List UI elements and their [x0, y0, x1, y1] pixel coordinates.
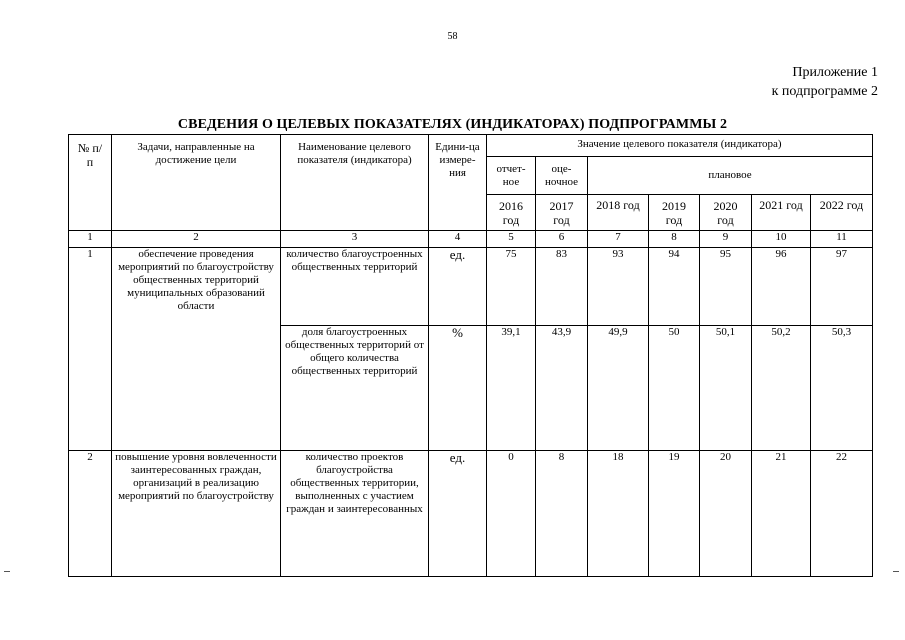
column-number: 6 — [536, 231, 588, 248]
header-year-2019: 2019 год — [649, 195, 700, 231]
column-number: 10 — [752, 231, 811, 248]
column-number-row — [69, 231, 873, 248]
column-number: 4 — [429, 231, 487, 248]
task-cell: повышение уровня вовлеченности заинтересованных граждан, организаций в реализацию мероприятий по благоустройству — [112, 451, 281, 577]
value-cell: 20 — [700, 451, 752, 577]
header-estimate: оце-ночное — [536, 157, 588, 195]
column-number: 3 — [281, 231, 429, 248]
column-number: 7 — [588, 231, 649, 248]
unit-cell: ед. — [429, 248, 487, 326]
column-number: 8 — [649, 231, 700, 248]
scan-mark-left — [4, 571, 10, 572]
value-cell: 50,2 — [752, 326, 811, 451]
page-number: 58 — [447, 31, 458, 42]
value-cell: 43,9 — [536, 326, 588, 451]
value-cell: 50,3 — [811, 326, 873, 451]
column-number: 5 — [487, 231, 536, 248]
value-cell: 93 — [588, 248, 649, 326]
value-cell: 8 — [536, 451, 588, 577]
header-year-2022: 2022 год — [811, 195, 873, 231]
value-cell: 39,1 — [487, 326, 536, 451]
document-title: СВЕДЕНИЯ О ЦЕЛЕВЫХ ПОКАЗАТЕЛЯХ (ИНДИКАТОРАХ) ПОДПРОГРАММЫ 2 — [177, 117, 728, 132]
appendix-line-2: к подпрограмме 2 — [771, 84, 878, 99]
appendix-note — [772, 63, 878, 101]
table-row — [69, 248, 873, 326]
indicator-name: доля благоустроенных общественных территорий от общего количества общественных территорий — [281, 326, 429, 451]
value-cell: 95 — [700, 248, 752, 326]
row-index: 2 — [69, 451, 112, 577]
value-cell: 0 — [487, 451, 536, 577]
header-year-2020: 2020 год — [700, 195, 752, 231]
header-planned: плановое — [588, 157, 873, 195]
value-cell: 18 — [588, 451, 649, 577]
value-cell: 49,9 — [588, 326, 649, 451]
column-number: 1 — [69, 231, 112, 248]
header-unit: Едини-ца измере-ния — [429, 135, 487, 231]
header-report: отчет-ное — [487, 157, 536, 195]
value-cell: 19 — [649, 451, 700, 577]
value-cell: 75 — [487, 248, 536, 326]
header-year-2017: 2017 год — [536, 195, 588, 231]
unit-cell: ед. — [429, 451, 487, 577]
header-year-2016: 2016 год — [487, 195, 536, 231]
unit-cell: % — [429, 326, 487, 451]
row-index: 1 — [69, 248, 112, 451]
header-indicator: Наименование целевого показателя (индикатора) — [281, 135, 429, 231]
indicators-table — [68, 134, 873, 577]
value-cell: 97 — [811, 248, 873, 326]
header-num: № п/п — [69, 135, 112, 231]
header-value-group: Значение целевого показателя (индикатора) — [487, 135, 873, 157]
column-number: 2 — [112, 231, 281, 248]
header-year-2021: 2021 год — [752, 195, 811, 231]
header-year-2018: 2018 год — [588, 195, 649, 231]
scan-mark-right — [893, 571, 899, 572]
indicator-name: количество благоустроенных общественных территорий — [281, 248, 429, 326]
value-cell: 21 — [752, 451, 811, 577]
table-row — [69, 451, 873, 577]
value-cell: 50,1 — [700, 326, 752, 451]
header-tasks: Задачи, направленные на достижение цели — [112, 135, 281, 231]
value-cell: 94 — [649, 248, 700, 326]
value-cell: 83 — [536, 248, 588, 326]
column-number: 9 — [700, 231, 752, 248]
value-cell: 50 — [649, 326, 700, 451]
column-number: 11 — [811, 231, 873, 248]
appendix-line-1: Приложение 1 — [792, 65, 878, 80]
task-cell: обеспечение проведения мероприятий по благоустройству общественных территорий муниципальных образований области — [112, 248, 281, 451]
indicator-name: количество проектов благоустройства общественных территории, выполненных с участием граждан и заинтересованных — [281, 451, 429, 577]
value-cell: 96 — [752, 248, 811, 326]
value-cell: 22 — [811, 451, 873, 577]
